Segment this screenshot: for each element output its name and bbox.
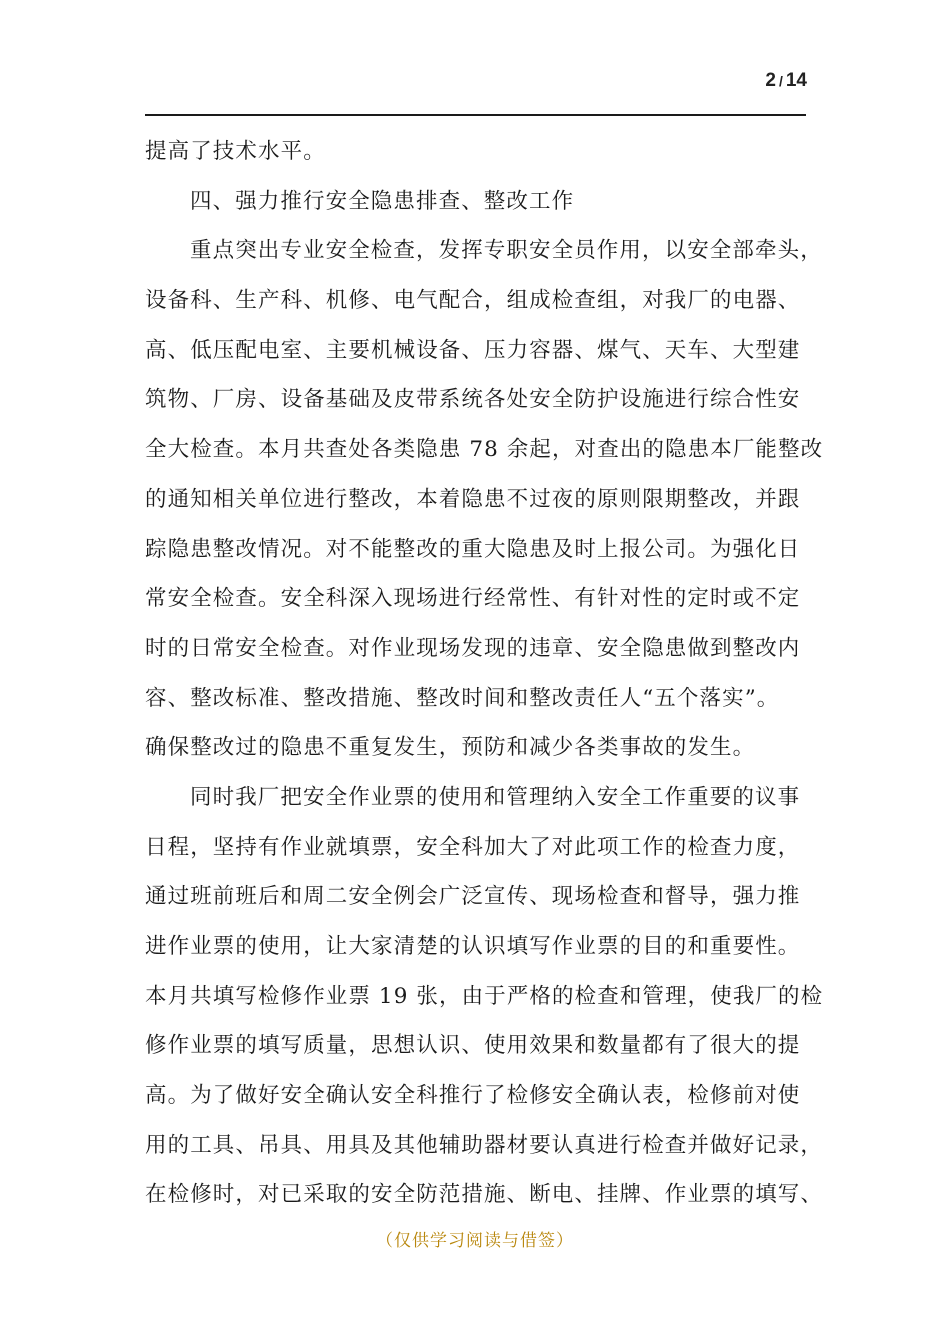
text-line: 用的工具、吊具、用具及其他辅助器材要认真进行检查并做好记录， bbox=[145, 1132, 824, 1158]
text-line: 在检修时，对已采取的安全防范措施、断电、挂牌、作业票的填写、 bbox=[145, 1182, 824, 1208]
text-line: 踪隐患整改情况。对不能整改的重大隐患及时上报公司。为强化日 bbox=[145, 536, 801, 562]
text-line: 时的日常安全检查。对作业现场发现的违章、安全隐患做到整改内 bbox=[145, 635, 801, 661]
text-line: 确保整改过的隐患不重复发生，预防和减少各类事故的发生。 bbox=[145, 735, 756, 761]
text-line: 容、整改标准、整改措施、整改时间和整改责任人“五个落实”。 bbox=[145, 685, 780, 711]
text-line: 重点突出专业安全检查，发挥专职安全员作用，以安全部牵头， bbox=[190, 238, 823, 264]
text-line: 同时我厂把安全作业票的使用和管理纳入安全工作重要的议事 bbox=[190, 784, 801, 810]
text-line: 通过班前班后和周二安全例会广泛宣传、现场检查和督导，强力推 bbox=[145, 884, 801, 910]
text-line: 日程，坚持有作业就填票，安全科加大了对此项工作的检查力度， bbox=[145, 834, 801, 860]
document-body bbox=[145, 127, 825, 1220]
text-line: 提高了技术水平。 bbox=[145, 139, 326, 164]
text-line: 常安全检查。安全科深入现场进行经常性、有针对性的定时或不定 bbox=[145, 586, 801, 612]
text-line: 本月共填写检修作业票 19 张，由于严格的检查和管理，使我厂的检 bbox=[145, 983, 824, 1009]
page-number-total: 14 bbox=[785, 70, 807, 91]
text-line: 高。为了做好安全确认安全科推行了检修安全确认表，检修前对使 bbox=[145, 1083, 801, 1109]
text-line: 设备科、生产科、机修、电气配合，组成检查组，对我厂的电器、 bbox=[145, 288, 801, 314]
text-line: 全大检查。本月共查处各类隐患 78 余起，对查出的隐患本厂能整改 bbox=[145, 437, 824, 463]
section-heading: 四、强力推行安全隐患排查、整改工作 bbox=[190, 188, 575, 214]
header-rule bbox=[145, 114, 806, 116]
text-line: 筑物、厂房、设备基础及皮带系统各处安全防护设施进行综合性安 bbox=[145, 387, 801, 413]
page-number-separator: / bbox=[778, 73, 783, 89]
text-line: 修作业票的填写质量，思想认识、使用效果和数量都有了很大的提 bbox=[145, 1033, 801, 1059]
text-line: 进作业票的使用，让大家清楚的认识填写作业票的目的和重要性。 bbox=[145, 934, 801, 959]
text-line: 的通知相关单位进行整改，本着隐患不过夜的原则限期整改，并跟 bbox=[145, 486, 801, 512]
text-line: 高、低压配电室、主要机械设备、压力容器、煤气、天车、大型建 bbox=[145, 337, 801, 363]
page-number bbox=[765, 70, 807, 92]
page-number-current: 2 bbox=[765, 70, 776, 91]
footer-note: （仅供学习阅读与借签） bbox=[376, 1231, 574, 1251]
